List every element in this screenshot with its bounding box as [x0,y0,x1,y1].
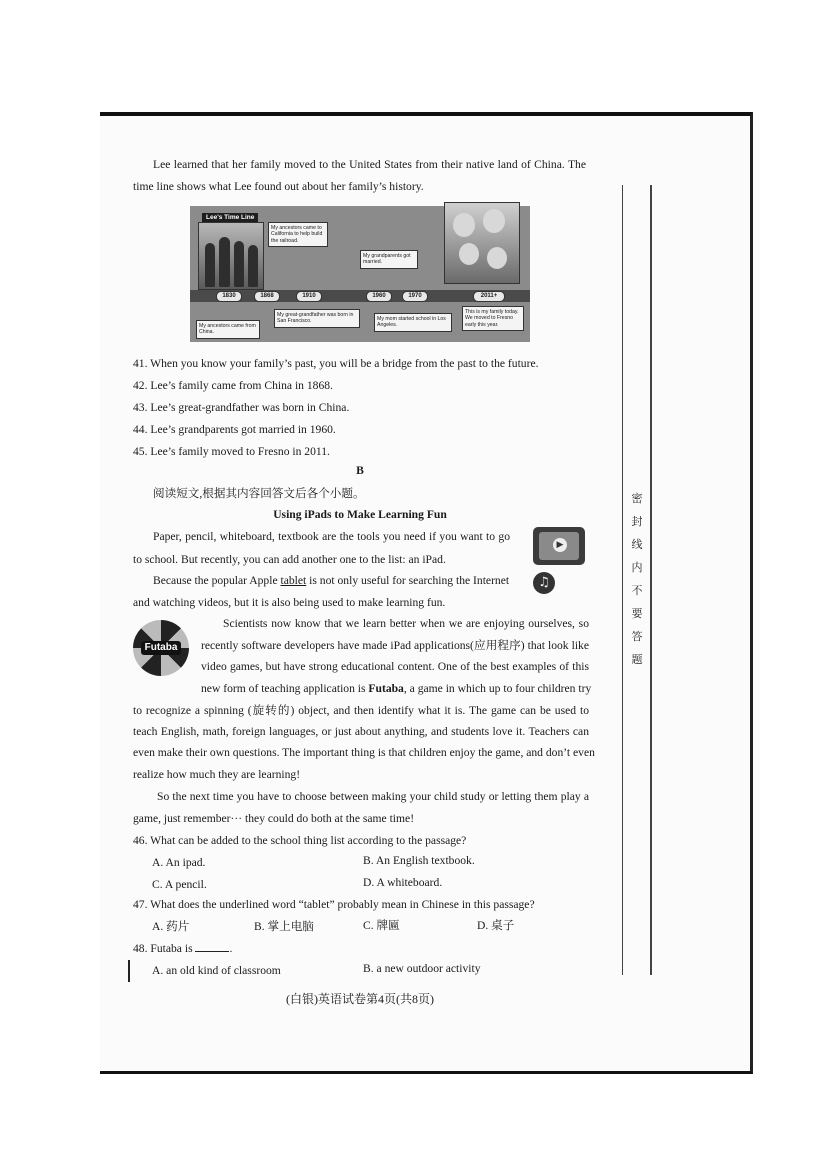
event-1830: My ancestors came from China. [196,320,260,339]
item-43: 43. Lee’s great-grandfather was born in China. [133,401,350,414]
item-44: 44. Lee’s grandparents got married in 1960. [133,423,336,436]
question-46-stem: 46. What can be added to the school thing list according to the passage? [133,834,467,847]
passage-line: to recognize a spinning (旋转的) object, and then identify what it is. The game can be used to [133,704,589,717]
q48-option-b: B. a new outdoor activity [363,962,481,975]
item-41: 41. When you know your family’s past, you will be a bridge from the past to the future. [133,357,539,370]
q48-option-a: A. an old kind of classroom [152,964,281,977]
event-1868: My ancestors came to California to help build the railroad. [268,222,328,247]
passage-line: and watching videos, but it is also being used to make learning fun. [133,596,446,609]
passage-line: to school. But recently, you can add another one to the list: an iPad. [133,553,446,566]
q46-option-b: B. An English textbook. [363,854,475,867]
event-1970: My mom started school in Los Angeles. [374,313,452,332]
passage-line: Scientists now know that we learn better when we are enjoying ourselves, so [223,617,589,630]
q47-option-b: B. 掌上电脑 [254,920,314,933]
year-1910: 1910 [296,291,322,302]
ancestors-photo [198,222,264,290]
event-2011: This is my family today. We moved to Fresno early this year. [462,306,524,331]
q47-option-a: A. 药片 [152,920,190,933]
passage-line: Paper, pencil, whiteboard, textbook are the tools you need if you want to go [153,530,510,543]
futaba-logo: Futaba [133,620,189,676]
binding-line [622,185,623,975]
year-1868: 1868 [254,291,280,302]
passage-line: realize how much they are learning! [133,768,301,781]
q47-option-c: C. 牌匾 [363,919,400,932]
event-1910: My great-grandfather was born in San Francisco. [274,309,360,328]
intro-line-1: Lee learned that her family moved to the United States from their native land of China. The [153,158,586,171]
passage-line: teach English, math, foreign languages, or just about anything, and students love it. Teachers can [133,725,589,738]
passage-line: So the next time you have to choose between making your child study or letting them play a [157,790,589,803]
year-1830: 1830 [216,291,242,302]
passage-title: Using iPads to Make Learning Fun [273,508,447,521]
margin-rule [128,960,130,982]
q46-option-d: D. A whiteboard. [363,876,443,889]
play-icon: ▶ [553,538,567,552]
binding-line [650,185,652,975]
passage-line: recently software developers have made iPad applications(应用程序) that look like [201,639,589,652]
question-47-stem: 47. What does the underlined word “tablet” probably mean in Chinese in this passage? [133,898,535,911]
intro-line-2: time line shows what Lee found out about her family’s history. [133,180,424,193]
question-48-stem: 48. Futaba is . [133,942,233,955]
section-instruction: 阅读短文,根据其内容回答文后各个小题。 [153,487,365,500]
passage-line: game, just remember··· they could do both at the same time! [133,812,415,825]
futaba-word: Futaba [368,682,404,695]
year-1970: 1970 [402,291,428,302]
passage-line: even make their own questions. The important thing is that children enjoy the game, and don’t even [133,746,595,759]
timeline-title: Lee's Time Line [202,213,258,222]
answer-blank [195,942,229,952]
passage-line: video games, but have strong educational content. One of the best examples of this [201,660,589,673]
q46-option-c: C. A pencil. [152,878,207,891]
passage-line: Because the popular Apple tablet is not only useful for searching the Internet [153,574,510,587]
event-1960: My grandparents got married. [360,250,418,269]
year-2011: 2011+ [473,291,505,302]
passage-line: new form of teaching application is Futaba, a game in which up to four children try [201,682,592,695]
year-1960: 1960 [366,291,392,302]
page-footer: (白银)英语试卷第4页(共8页) [286,992,434,1006]
seal-line-notice: 密封线内不要答题 [631,493,643,666]
underlined-word-tablet: tablet [280,574,307,587]
section-letter: B [356,464,364,477]
ipad-icon [533,527,585,565]
q46-option-a: A. An ipad. [152,856,206,869]
music-note-icon: ♫ [533,572,555,594]
timeline-figure [190,206,530,342]
q47-option-d: D. 桌子 [477,919,515,932]
item-45: 45. Lee’s family moved to Fresno in 2011. [133,445,330,458]
item-42: 42. Lee’s family came from China in 1868. [133,379,333,392]
family-photo [444,202,520,284]
